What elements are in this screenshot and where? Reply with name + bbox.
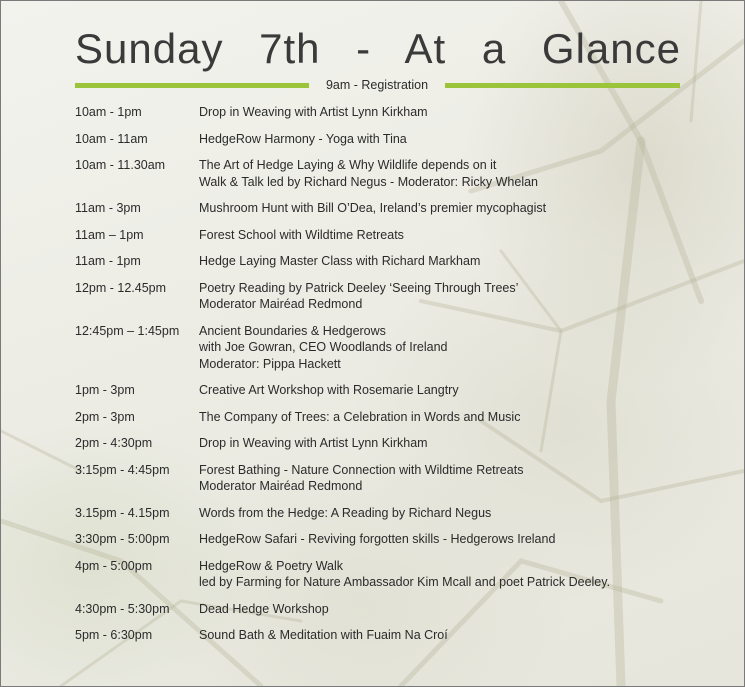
session-description (199, 531, 675, 548)
session-time: 3.15pm - 4.15pm (75, 505, 170, 520)
session-line: Dead Hedge Workshop (199, 601, 329, 616)
session-description (199, 627, 675, 644)
session-time: 11am - 3pm (75, 201, 141, 215)
session-time: 12:45pm – 1:45pm (75, 323, 180, 338)
session-description (199, 253, 675, 270)
session-time: 2pm - 4:30pm (75, 436, 153, 450)
session-line: HedgeRow Safari - Reviving forgotten skills - Hedgerows Ireland (199, 532, 556, 546)
session-time: 1pm - 3pm (75, 383, 135, 397)
session-description (199, 462, 675, 495)
schedule-row (75, 104, 675, 121)
session-description (199, 227, 675, 244)
session-time: 12pm - 12.45pm (75, 280, 167, 295)
session-line: led by Farming for Nature Ambassador Kim Mcall and poet Patrick Deeley. (199, 575, 611, 589)
session-line: The Company of Trees: a Celebration in Words and Music (199, 409, 521, 424)
session-line: Forest Bathing - Nature Connection with Wildtime Retreats (199, 462, 524, 477)
page-title: Sunday 7th - At a Glance (75, 25, 681, 72)
session-description (199, 280, 675, 313)
session-description (199, 131, 675, 148)
session-time: 11am - 1pm (75, 254, 141, 268)
schedule-row (75, 382, 675, 399)
session-line: Creative Art Workshop with Rosemarie Langtry (199, 383, 459, 397)
session-description (199, 382, 675, 399)
session-time: 2pm - 3pm (75, 409, 135, 424)
session-description (199, 601, 675, 618)
schedule-row (75, 505, 675, 522)
schedule-list (75, 104, 675, 654)
schedule-row (75, 462, 675, 495)
schedule-row (75, 531, 675, 548)
session-line: Moderator Mairéad Redmond (199, 297, 363, 311)
session-time: 4:30pm - 5:30pm (75, 601, 170, 616)
schedule-row (75, 253, 675, 270)
schedule-row (75, 227, 675, 244)
session-line: Mushroom Hunt with Bill O’Dea, Ireland’s premier mycophagist (199, 201, 547, 215)
schedule-row (75, 131, 675, 148)
session-time: 5pm - 6:30pm (75, 628, 153, 642)
session-description (199, 104, 675, 121)
session-description (199, 558, 675, 591)
session-description (199, 409, 675, 426)
session-time: 3:30pm - 5:00pm (75, 532, 170, 546)
session-line: Drop in Weaving with Artist Lynn Kirkham (199, 105, 428, 119)
schedule-row (75, 558, 675, 591)
session-description (199, 157, 675, 190)
session-time: 3:15pm - 4:45pm (75, 462, 170, 477)
session-line: Forest School with Wildtime Retreats (199, 227, 404, 242)
session-time: 10am - 11am (75, 131, 148, 146)
schedule-row (75, 435, 675, 452)
schedule-row (75, 280, 675, 313)
session-line: Moderator Mairéad Redmond (199, 479, 363, 493)
schedule-row (75, 601, 675, 618)
session-line: Hedge Laying Master Class with Richard Markham (199, 254, 481, 268)
session-line: The Art of Hedge Laying & Why Wildlife depends on it (199, 158, 497, 172)
session-line: Moderator: Pippa Hackett (199, 356, 341, 371)
session-description (199, 200, 675, 217)
session-description (199, 505, 675, 522)
session-line: Drop in Weaving with Artist Lynn Kirkham (199, 436, 428, 450)
title-rule-left (75, 83, 309, 88)
schedule-row (75, 157, 675, 190)
session-line: Ancient Boundaries & Hedgerows (199, 323, 386, 338)
session-time: 4pm - 5:00pm (75, 558, 153, 573)
session-line: Words from the Hedge: A Reading by Richard Negus (199, 505, 492, 520)
session-line: HedgeRow & Poetry Walk (199, 558, 344, 573)
session-description (199, 435, 675, 452)
schedule-row (75, 323, 675, 373)
title-rule-right (445, 83, 680, 88)
session-line: with Joe Gowran, CEO Woodlands of Ireland (199, 340, 448, 354)
session-description (199, 323, 675, 373)
registration-subtitle: 9am - Registration (325, 78, 429, 92)
session-line: Sound Bath & Meditation with Fuaim Na Croí (199, 628, 448, 642)
session-line: Walk & Talk led by Richard Negus - Moderator: Ricky Whelan (199, 174, 539, 189)
session-line: HedgeRow Harmony - Yoga with Tina (199, 131, 407, 146)
schedule-row (75, 200, 675, 217)
session-time: 10am - 1pm (75, 105, 142, 119)
schedule-row (75, 409, 675, 426)
session-line: Poetry Reading by Patrick Deeley ‘Seeing Through Trees’ (199, 280, 519, 295)
schedule-row (75, 627, 675, 644)
session-time: 11am – 1pm (75, 227, 144, 242)
session-time: 10am - 11.30am (75, 158, 166, 172)
